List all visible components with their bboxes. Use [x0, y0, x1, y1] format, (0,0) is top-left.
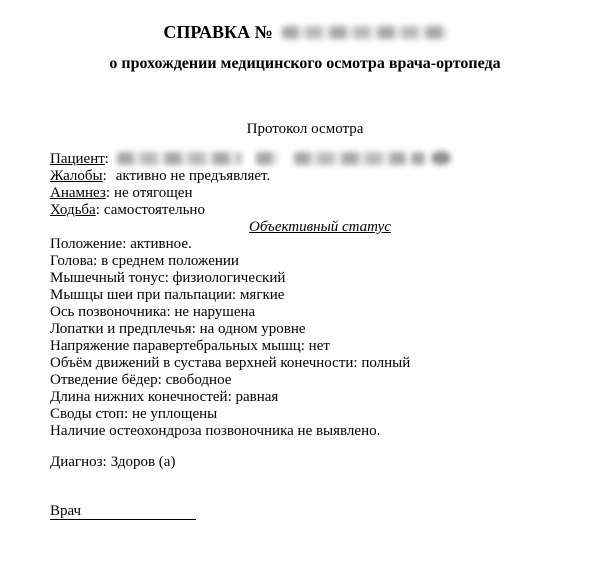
- status-line-osteochondrosis: Наличие остеохондроза позвоночника не выявлено.: [50, 423, 381, 439]
- walking-field-label: Ходьба: [50, 202, 96, 218]
- diagnosis-row: [50, 454, 590, 471]
- document-subtitle: о прохождении медицинского осмотра врача-ортопеда: [109, 55, 501, 72]
- redacted-patient-info: [117, 152, 242, 165]
- doctor-label: Врач: [50, 503, 82, 519]
- status-line-paravertebral: Напряжение паравертебральных мышц: нет: [50, 338, 330, 354]
- patient-field-row: [50, 151, 590, 168]
- anamnesis-field-separator: :: [105, 185, 110, 201]
- title-prefix: СПРАВКА №: [163, 22, 273, 42]
- patient-field-separator: :: [104, 151, 109, 167]
- redacted-patient-info: [256, 152, 278, 165]
- status-line-muscle-tone: Мышечный тонус: физиологический: [50, 270, 286, 286]
- status-line-neck-muscles: Мышцы шеи при пальпации: мягкие: [50, 287, 285, 303]
- walking-field-separator: :: [95, 202, 100, 218]
- redacted-certificate-number: [282, 26, 447, 39]
- walking-field-row: [50, 202, 590, 219]
- status-line-shoulder-blades: Лопатки и предплечья: на одном уровне: [50, 321, 306, 337]
- document-title: [0, 22, 610, 42]
- anamnesis-field-row: [50, 185, 590, 202]
- anamnesis-field-label: Анамнез: [50, 185, 106, 201]
- redacted-patient-info: [294, 152, 406, 165]
- status-line-head: Голова: в среднем положении: [50, 253, 239, 269]
- patient-field-label: Пациент: [50, 151, 105, 167]
- complaints-field-separator: :: [102, 168, 107, 184]
- status-line-leg-length: Длина нижних конечностей: равная: [50, 389, 279, 405]
- status-line-range-of-motion: Объём движений в сустава верхней конечности: полный: [50, 355, 411, 371]
- anamnesis-field-value: не отягощен: [113, 185, 193, 201]
- signature-row: [50, 503, 590, 520]
- status-line-foot-arches: Своды стоп: не уплощены: [50, 406, 218, 422]
- redacted-patient-info: [411, 152, 425, 165]
- complaints-field-label: Жалобы: [50, 168, 103, 184]
- diagnosis-separator: :: [102, 454, 107, 470]
- walking-field-value: самостоятельно: [103, 202, 205, 218]
- objective-status-heading: Объективный статус: [249, 219, 391, 235]
- protocol-heading: Протокол осмотра: [246, 121, 364, 137]
- status-line-hip-abduction: Отведение бёдер: свободное: [50, 372, 232, 388]
- document-body: [50, 151, 590, 520]
- status-line-position: Положение: активное.: [50, 236, 192, 252]
- complaints-field-row: [50, 168, 590, 185]
- diagnosis-label: Диагноз: [50, 454, 103, 470]
- status-line-spine-axis: Ось позвоночника: не нарушена: [50, 304, 256, 320]
- complaints-field-value: активно не предъявляет.: [115, 168, 271, 184]
- redacted-patient-info: [431, 151, 451, 165]
- doctor-signature-field: [50, 503, 196, 520]
- diagnosis-value: Здоров (а): [110, 454, 176, 470]
